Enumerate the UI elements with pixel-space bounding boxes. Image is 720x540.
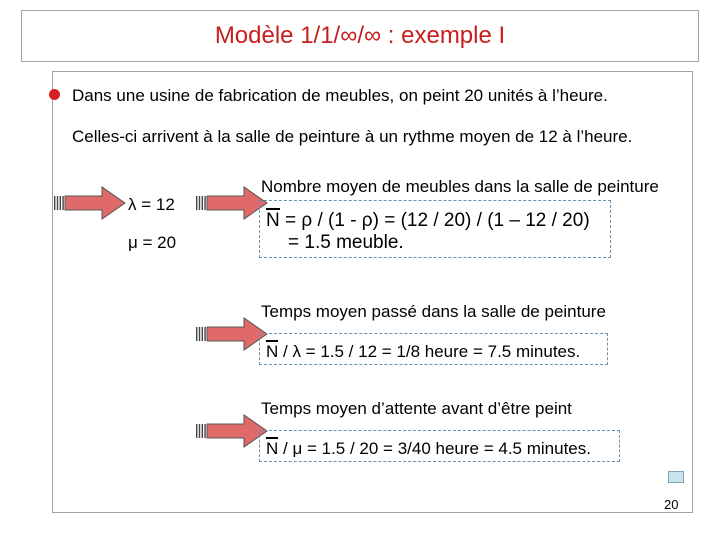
section1-formula [266, 208, 590, 232]
striped-block-arrow-icon [196, 317, 268, 351]
next-slide-button-icon[interactable] [668, 471, 684, 483]
section2-heading: Temps moyen passé dans la salle de peinture [261, 302, 606, 321]
striped-block-arrow-icon [196, 414, 268, 448]
section3-heading: Temps moyen d’attente avant d’être peint [261, 399, 572, 418]
n-bar-symbol: N [266, 439, 279, 458]
paragraph-1: Dans une usine de fabrication de meubles, on peint 20 unités à l’heure. [72, 86, 608, 105]
page-number: 20 [664, 497, 679, 512]
n-bar-symbol: N [266, 342, 279, 361]
lambda-value: λ = 12 [128, 195, 175, 214]
n-bar-symbol: N [266, 210, 280, 231]
section1-heading: Nombre moyen de meubles dans la salle de peinture [261, 177, 659, 196]
section2-formula [266, 340, 580, 362]
mu-value: μ = 20 [128, 233, 177, 252]
section1-formula-line2: = 1.5 meuble. [288, 232, 404, 253]
slide-title: Modèle 1/1/∞/∞ : exemple I [214, 22, 506, 49]
section2-formula-text: / λ = 1.5 / 12 = 1/8 heure = 7.5 minutes. [278, 342, 581, 361]
paragraph-2: Celles-ci arrivent à la salle de peinture à un rythme moyen de 12 à l’heure. [72, 127, 633, 146]
striped-block-arrow-icon [54, 186, 126, 220]
section3-formula [266, 437, 591, 459]
section1-formula-text: = ρ / (1 - ρ) = (12 / 20) / (1 – 12 / 20) [279, 210, 590, 231]
striped-block-arrow-icon [196, 186, 268, 220]
section3-formula-text: / μ = 1.5 / 20 = 3/40 heure = 4.5 minutes. [278, 439, 591, 458]
bullet-icon [49, 89, 60, 100]
